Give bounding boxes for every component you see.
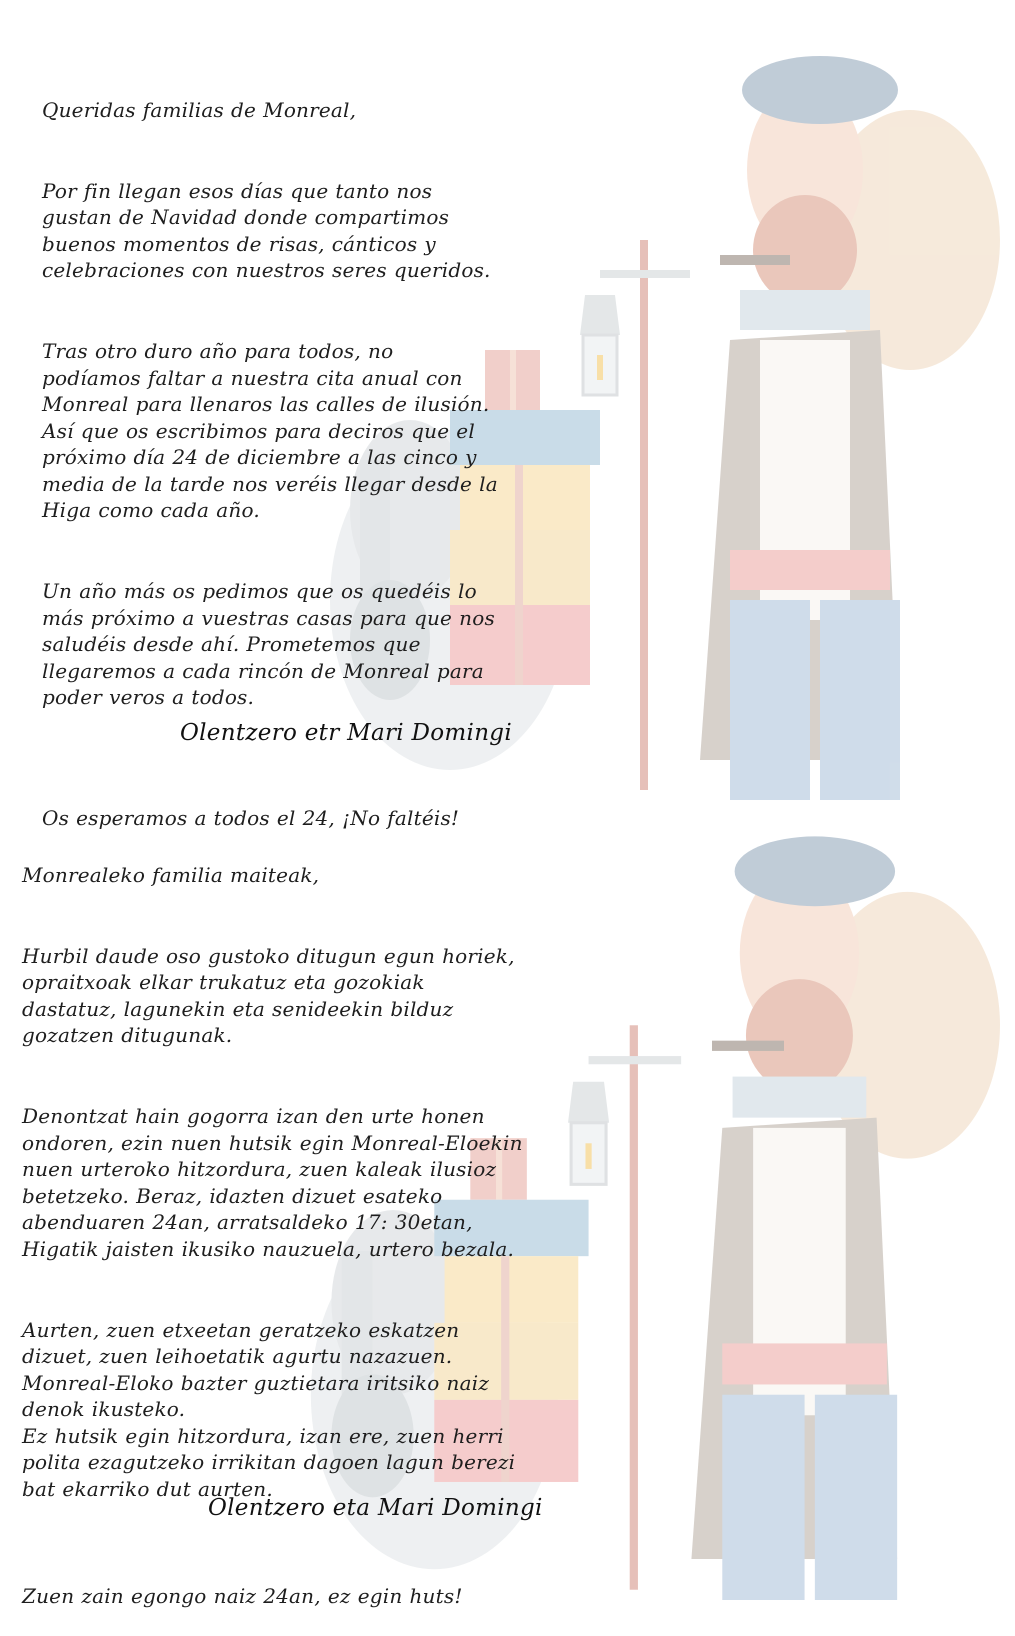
olentzero-figure-icon: [700, 56, 1000, 800]
letter-greeting: Queridas familias de Monreal,: [42, 97, 357, 122]
letter-paragraph: Denontzat hain gogorra izan den urte honen ondoren, ezin nuen hutsik egin Monreal-Eloekin nuen urteroko hitzordura, zuen kaleak ilusioz betetzeko. Beraz, idazten dizuet esateko abenduaren 24an, arratsaldeko 17: 30etan, Higatik jaisten ikusiko nauzuela, urtero bezala.: [22, 1104, 523, 1261]
letter-signature: Olentzero etr Mari Domingi: [180, 720, 512, 746]
letter-paragraph: Por fin llegan esos días que tanto nos gustan de Navidad donde compartimos buenos momentos de risas, cánticos y celebraciones con nuestros seres queridos.: [42, 178, 491, 282]
letter-paragraph: Un año más os pedimos que os quedéis lo más próximo a vuestras casas para que nos saludéis desde ahí. Prometemos que llegaremos a cada rincón de Monreal para poder veros a todos.: [42, 579, 495, 709]
lantern-icon: [568, 1082, 609, 1185]
letter-greeting: Monrealeko familia maiteak,: [22, 862, 320, 887]
letter-paragraph: Aurten, zuen etxeetan geratzeko eskatzen dizuet, zuen leihoetatik agurtu nazazuen. Monreal-Eloko bazter guztietara iritsiko naiz denok ikusteko. Ez hutsik egin hitzordura, izan ere, zuen herri polita ezagutzeko irrikitan dagoen lagun berezi bat ekarriko dut aurten.: [22, 1317, 516, 1501]
letter-closing: Zuen zain egongo naiz 24an, ez egin huts!: [22, 1583, 463, 1608]
letter-paragraph: Hurbil daude oso gustoko ditugun egun horiek, opraitxoak elkar trukatuz eta gozokiak dastatuz, lagunekin eta senideekin bilduz gozatzen ditugunak.: [22, 943, 515, 1047]
letter-closing: Os esperamos a todos el 24, ¡No faltéis!: [42, 806, 460, 830]
letter-basque: [0, 805, 1015, 1608]
olentzero-figure-icon: [691, 836, 1000, 1600]
letter-paragraph: Tras otro duro año para todos, no podíamos faltar a nuestra cita anual con Monreal para llenaros las calles de ilusión. Así que os escribimos para deciros que el próximo día 24 de diciembre a las cinco y media de la tarde nos veréis llegar desde la Higa como cada año.: [42, 339, 498, 522]
lantern-icon: [580, 295, 620, 395]
letter-signature: Olentzero eta Mari Domingi: [208, 1495, 543, 1521]
